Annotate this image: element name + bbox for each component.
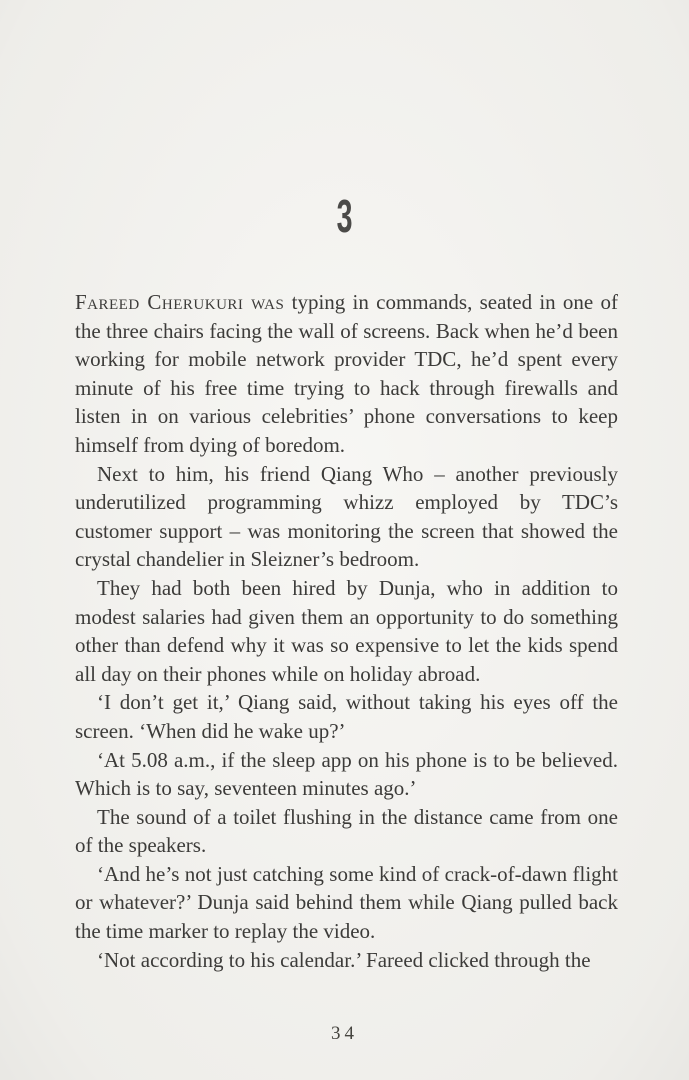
paragraph-first-rest: typing in commands, seated in one of the three chairs facing the wall of screens. Back when he’d been working for mobile network provider TDC, he’d spent every minute of his free time trying to hack through firewalls and listen in on various celebrities’ phone conversations to keep himself from dying of boredom. [75, 290, 618, 457]
body-text [75, 288, 618, 974]
paragraph: ‘Not according to his calendar.’ Fareed clicked through the [97, 947, 591, 972]
small-caps-lead-in: Fareed Cherukuri was [75, 290, 285, 314]
paragraph: ‘And he’s not just catching some kind of crack-of-dawn flight or whatever?’ Dunja said behind them while Qiang pulled back the time marker to replay the video. [75, 861, 618, 944]
paragraph: The sound of a toilet flushing in the distance came from one of the speakers. [75, 804, 618, 858]
paragraph: Next to him, his friend Qiang Who – another previously underutilized programming whizz employed by TDC’s customer support – was monitoring the screen that showed the crystal chandelier in Sleizner’s bedroom. [75, 461, 618, 572]
page-number: 34 [331, 1023, 358, 1044]
paragraph-first [75, 288, 618, 460]
paragraph: They had both been hired by Dunja, who in addition to modest salaries had given them an opportunity to do something other than defend why it was so expensive to let the kids spend all day on their phones while on holiday abroad. [75, 575, 618, 686]
chapter-number: 3 [336, 190, 353, 242]
paragraph: ‘I don’t get it,’ Qiang said, without taking his eyes off the screen. ‘When did he wake up?’ [75, 690, 618, 743]
paragraph: ‘At 5.08 a.m., if the sleep app on his phone is to be believed. Which is to say, seventeen minutes ago.’ [75, 747, 618, 801]
